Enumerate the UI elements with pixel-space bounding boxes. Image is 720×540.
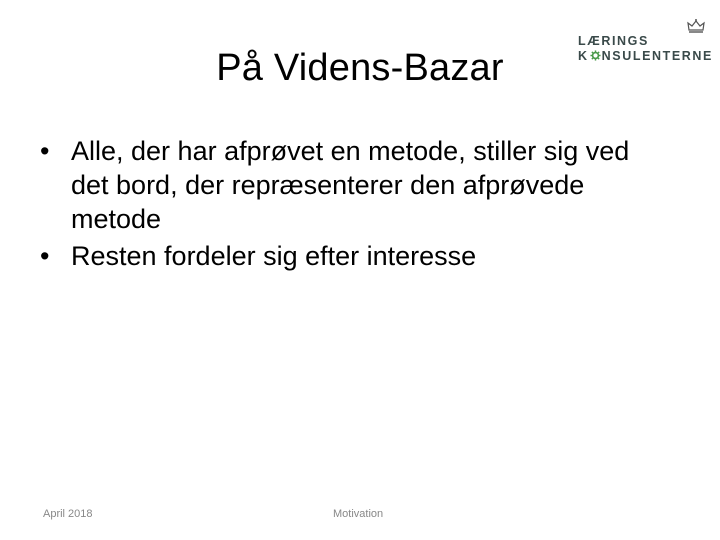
logo-text-line1: LÆRINGS [578,34,649,48]
bullet-dot: • [40,241,50,271]
bullet-item [40,239,660,273]
bullet-text: Alle, der har afprøvet en metode, stiller sig ved det bord, der repræsenterer den afprøvede metode [71,136,630,234]
logo [578,14,713,68]
bullet-dot: • [40,136,50,166]
logo-text-k: K [578,49,589,63]
footer-date: April 2018 [43,508,93,520]
slide-title: På Videns-Bazar [216,47,504,89]
crown-icon [686,18,706,34]
logo-text-rest: NSULENTERNE [601,49,713,63]
gear-icon [590,50,601,61]
bullet-list [40,134,660,276]
footer-center-text: Motivation [333,508,384,520]
bullet-item [40,134,660,236]
bullet-text: Resten fordeler sig efter interesse [71,241,477,271]
logo-text-line2 [578,49,713,63]
